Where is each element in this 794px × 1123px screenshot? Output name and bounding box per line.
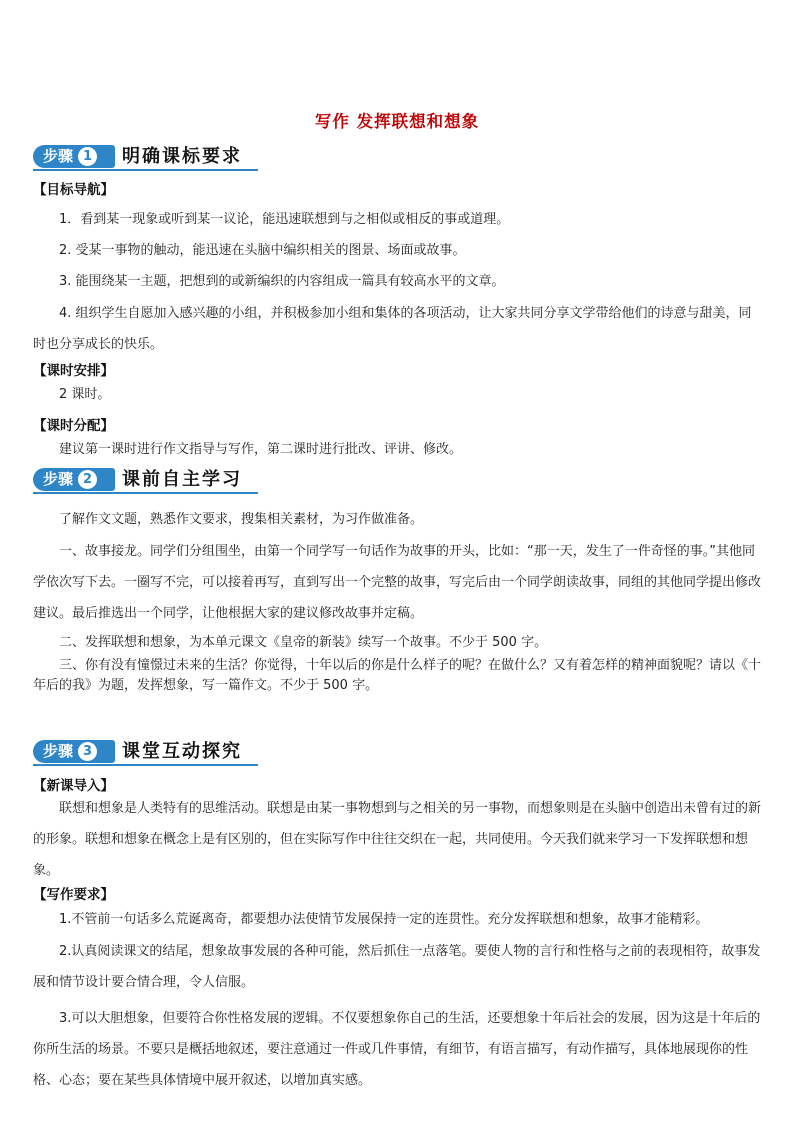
- step-title: 课前自主学习: [122, 469, 242, 490]
- step-underline: [33, 169, 258, 171]
- step-word: 步骤: [43, 147, 74, 165]
- step-3-header: [33, 739, 258, 766]
- allocation-heading: 【课时分配】: [33, 418, 114, 434]
- goal-item: 4. 组织学生自愿加入感兴趣的小组，并积极参加小组和集体的各项活动，让大家共同分享文学带给他们的诗意与甜美，同时也分享成长的快乐。: [33, 306, 752, 352]
- step-number: 3: [78, 742, 97, 761]
- step-badge: [33, 468, 115, 491]
- step-2-header: [33, 467, 258, 494]
- task-item-2: 二、发挥联想和想象，为本单元课文《皇帝的新装》续写一个故事。不少于 500 字。: [59, 635, 548, 650]
- requirement-item: 2.认真阅读课文的结尾，想象故事发展的各种可能，然后抓住一点落笔。要使人物的言行和性格与之前的表现相符，故事发展和情节设计要合情合理，令人信服。: [33, 944, 761, 990]
- schedule-text: 2 课时。: [59, 387, 111, 402]
- requirement-item: 1.不管前一句话多么荒诞离奇，都要想办法使情节发展保持一定的连贯性。充分发挥联想和想象，故事才能精彩。: [59, 912, 709, 927]
- requirement-item: 3.可以大胆想象，但要符合你性格发展的逻辑。不仅要想象你自己的生活，还要想象十年后社会的发展，因为这是十年后的你所生活的场景。不要只是概括地叙述，要注意通过一件或几件事情，有细节，有语言描写，有动作描写，具体地展现你的性格、心态；要在某些具体情境中展开叙述，以增加真实感。: [33, 1011, 761, 1088]
- step-1-header: [33, 144, 258, 171]
- goal-item: 1．看到某一现象或听到某一议论，能迅速联想到与之相似或相反的事或道理。: [59, 212, 510, 227]
- step-word: 步骤: [43, 470, 74, 488]
- intro-text: 联想和想象是人类特有的思维活动。联想是由某一事物想到与之相关的另一事物，而想象则是在头脑中创造出未曾有过的新的形象。联想和想象在概念上是有区别的，但在实际写作中往往交织在一起，共同使用。今天我们就来学习一下发挥联想和想象。: [33, 801, 762, 878]
- requirements-heading: 【写作要求】: [33, 887, 114, 903]
- page-title: 写作 发挥联想和想象: [314, 112, 480, 131]
- step-badge: [33, 145, 115, 168]
- step-title: 明确课标要求: [122, 146, 242, 167]
- step-badge: [33, 740, 115, 763]
- task-item-1: 一、故事接龙。同学们分组围坐，由第一个同学写一句话作为故事的开头，比如：“那一天，发生了一件奇怪的事。”其他同学依次写下去。一圈写不完，可以接着再写，直到写出一个完整的故事，写完后由一个同学朗读故事，同组的其他同学提出修改建议。最后推选出一个同学，让他根据大家的建议修改故事并定稿。: [33, 544, 762, 621]
- step-word: 步骤: [43, 742, 74, 760]
- step-underline: [33, 492, 258, 494]
- task-item-3: 三、你有没有憧憬过未来的生活？你觉得，十年以后的你是什么样子的呢？在做什么？又有着怎样的精神面貌呢？请以《十年后的我》为题，发挥想象，写一篇作文。不少于 500 字。: [33, 658, 762, 693]
- step-number: 1: [78, 147, 97, 166]
- step-number: 2: [78, 470, 97, 489]
- prep-intro: 了解作文文题，熟悉作文要求，搜集相关素材，为习作做准备。: [59, 512, 424, 527]
- allocation-text: 建议第一课时进行作文指导与写作，第二课时进行批改、评讲、修改。: [59, 442, 463, 457]
- intro-heading: 【新课导入】: [33, 778, 114, 794]
- goal-heading: 【目标导航】: [33, 182, 114, 198]
- step-title: 课堂互动探究: [122, 741, 242, 762]
- goal-item: 2. 受某一事物的触动，能迅速在头脑中编织相关的图景、场面或故事。: [59, 243, 466, 258]
- goal-item: 3. 能围绕某一主题，把想到的或新编织的内容组成一篇具有较高水平的文章。: [59, 274, 505, 289]
- step-underline: [33, 764, 258, 766]
- schedule-heading: 【课时安排】: [33, 363, 114, 379]
